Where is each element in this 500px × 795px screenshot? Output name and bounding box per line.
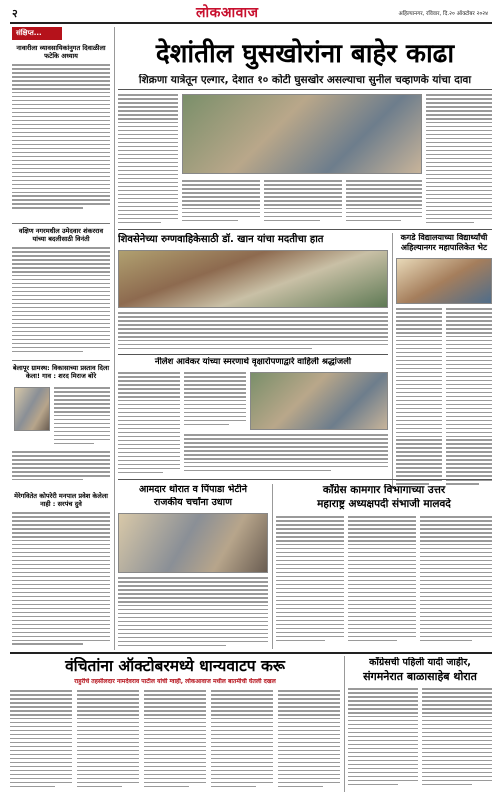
sidebar-story1-body bbox=[12, 64, 110, 219]
sidebar-divider bbox=[12, 223, 110, 224]
lead-photo bbox=[182, 94, 422, 174]
story4-body-col1 bbox=[118, 372, 180, 476]
newspaper-logo: लोकआवाज bbox=[196, 5, 259, 21]
side-bottom-headline-line2: संगमनेरात बाळासाहेब थोरात bbox=[363, 670, 477, 683]
sidebar-story4-headline: मेरेगवितेत कोपरेरी मनपाल प्रवेश केलेला नाही : सरपंच दुवे bbox=[14, 492, 108, 508]
lead-body-col2 bbox=[182, 180, 260, 226]
sidebar-column bbox=[12, 27, 110, 487]
sidebar-story3-body-cont bbox=[12, 451, 110, 487]
story4-body-col2 bbox=[184, 372, 246, 430]
column-rule bbox=[344, 656, 345, 792]
sidebar-story2-headline: वक्षिण नगरमधील उमेदवार शंकरराव यांच्या बदलीसाठी विनंती bbox=[18, 227, 104, 243]
story3-headline: कगडे विद्यालयाच्या विद्यार्थ्यांची अहिल्यानगर महापालिकेत भेट bbox=[400, 233, 488, 252]
sidebar-story3-body bbox=[54, 387, 110, 449]
sidebar-label bbox=[12, 27, 62, 40]
masthead bbox=[0, 0, 500, 22]
lead-body-col4 bbox=[346, 180, 422, 226]
story3-photo bbox=[396, 258, 492, 304]
bottom-body-col5 bbox=[278, 690, 340, 790]
bottom-body-col2 bbox=[77, 690, 139, 790]
page-number: २ bbox=[12, 7, 18, 20]
story5-body bbox=[118, 577, 268, 649]
story2-headline: शिवसेनेच्या रुग्णवाहिकेसाठी डॉ. खान यांचा मदतीचा हात bbox=[118, 234, 324, 245]
story6-headline-line1: कॉंग्रेस कामगार विभागाच्या उत्तर bbox=[322, 484, 446, 496]
story5-headline-line2: राजकीय चर्चांना उधाण bbox=[154, 497, 232, 508]
bottom-subhead: राहुरीचे तहसीलदार नामदेवराव पाटील यांची ग्वाही, लोकआवाज मधील बातमीची घेतली दखल bbox=[74, 678, 276, 685]
sidebar-story2-body bbox=[12, 247, 110, 357]
story4-photo bbox=[250, 372, 388, 430]
side-bottom-body-col2 bbox=[422, 688, 492, 790]
story2-body bbox=[118, 312, 388, 352]
story6-body-col3 bbox=[420, 516, 492, 646]
section-rule bbox=[118, 354, 388, 355]
story4-headline: नीलेश आवेकर यांच्या स्मरणार्थ वृक्षारोपणाद्वारे वाहिली श्रद्धांजली bbox=[154, 357, 352, 367]
story6-body-col2 bbox=[348, 516, 416, 646]
sidebar-story1-headline: नावारीला व्यावसायिकांनुगत दिवाळीला फटेकि अध्याय bbox=[16, 44, 106, 60]
story5-headline-line1: आमदार थोरात व पिंपाडा भेटीने bbox=[138, 484, 248, 495]
column-rule bbox=[114, 27, 115, 492]
bottom-body-col4 bbox=[211, 690, 273, 790]
sidebar-portrait-photo bbox=[14, 387, 50, 431]
sidebar-story3-headline: बेलापूर ग्रामस्थ: विकासाच्या प्रस्ताव दिला केला! गाव : शरद मिराज बोरे bbox=[12, 364, 110, 380]
column-rule bbox=[114, 490, 115, 650]
masthead-rule bbox=[10, 22, 492, 24]
side-bottom-headline-line1: कॉंग्रेसची पहिली यादी जाहीर, bbox=[369, 657, 471, 668]
story3-body-col1 bbox=[396, 308, 442, 488]
story5-photo bbox=[118, 513, 268, 573]
column-rule bbox=[272, 484, 273, 649]
dateline: अहिल्यानगर, रविवार, दि.२० ऑक्टोबर २०२४ bbox=[398, 11, 488, 17]
lead-body-col5 bbox=[426, 94, 492, 226]
sidebar-divider bbox=[12, 360, 110, 361]
lead-subhead: शिक्रणा यात्रेतून एल्गार, देशात १० कोटी घुसखोर असल्याचा सुनील चव्हाणके यांचा दावा bbox=[138, 74, 472, 86]
story3-body-col2 bbox=[446, 308, 492, 488]
section-rule bbox=[118, 229, 492, 230]
story4-body-col3 bbox=[184, 434, 388, 476]
sidebar-story4-body bbox=[12, 512, 110, 649]
lead-body-col1 bbox=[118, 94, 178, 226]
lead-subhead-rule bbox=[118, 89, 492, 90]
lead-headline: देशांतील घुसखोरांना बाहेर काढा bbox=[155, 39, 455, 69]
bottom-rule bbox=[10, 652, 492, 654]
bottom-headline: वंचितांना ऑक्टोबरमध्ये धान्यवाटप करू bbox=[65, 657, 285, 675]
lead-body-col3 bbox=[264, 180, 342, 226]
sidebar-label-text: संक्षिप्त... bbox=[16, 29, 42, 37]
side-bottom-body-col1 bbox=[348, 688, 418, 790]
story6-headline-line2: महाराष्ट्र अध्यक्षपदी संभाजी मालवदे bbox=[317, 498, 451, 510]
bottom-body-col3 bbox=[144, 690, 206, 790]
column-rule bbox=[392, 233, 393, 489]
story6-body-col1 bbox=[276, 516, 344, 646]
story2-photo bbox=[118, 250, 388, 308]
bottom-body-col1 bbox=[10, 690, 72, 790]
section-rule bbox=[118, 479, 492, 480]
